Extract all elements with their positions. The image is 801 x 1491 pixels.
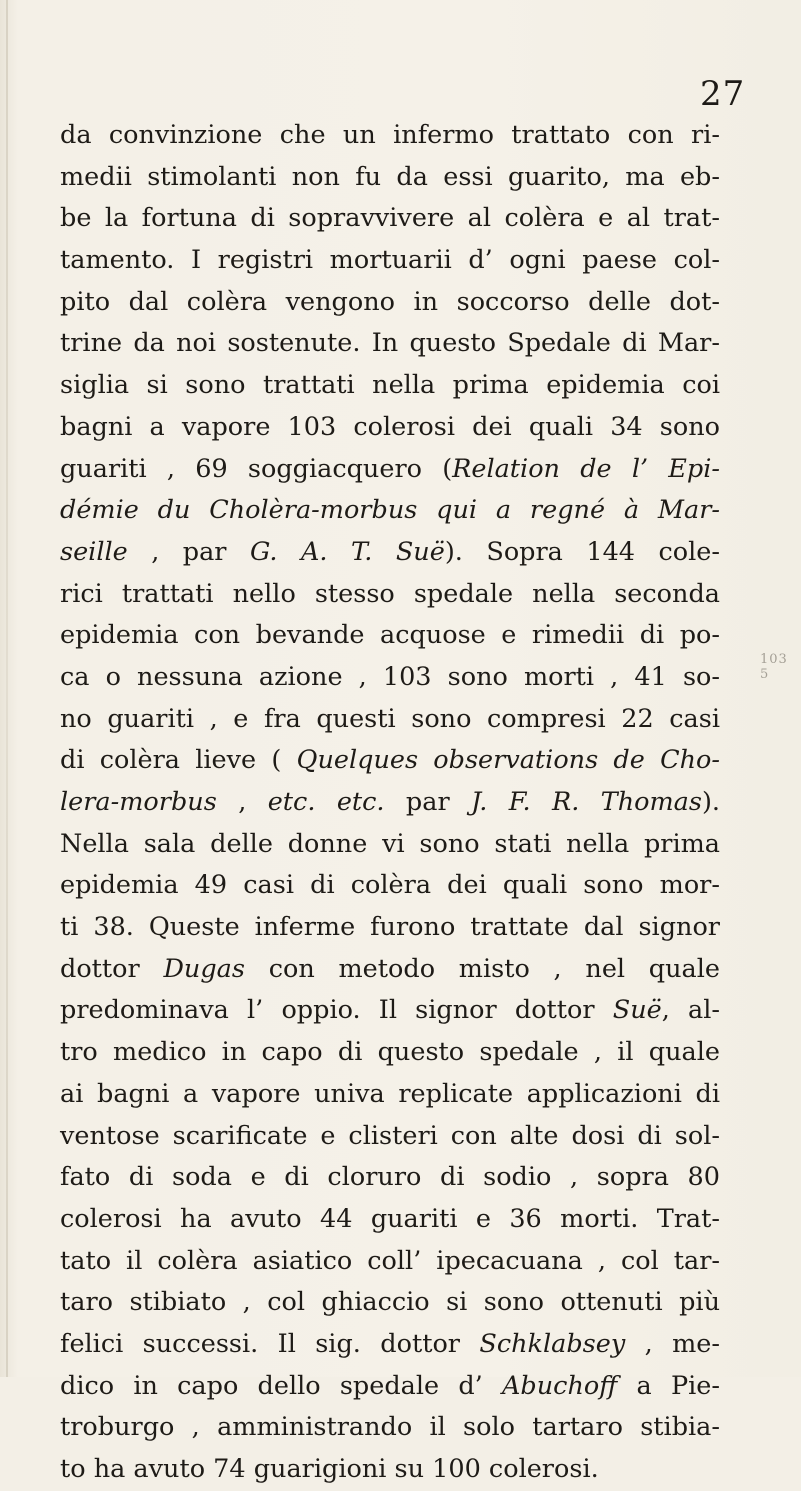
italic-author: J. F. R. Thomas xyxy=(471,787,702,817)
text-line xyxy=(60,157,720,199)
body-paragraph xyxy=(60,115,720,1491)
text-run: epidemia 49 casi di colèra dei quali sono mor- xyxy=(60,870,720,901)
italic-author: Suë xyxy=(612,995,662,1026)
text-line xyxy=(60,949,720,991)
text-line xyxy=(60,490,720,532)
text-line xyxy=(60,115,720,157)
text-run: guariti , 69 soggiacquero ( xyxy=(60,453,453,484)
italic-citation: lera-morbus xyxy=(60,787,217,817)
text-line xyxy=(60,990,720,1032)
text-line xyxy=(60,407,720,449)
italic-citation: seille xyxy=(60,536,128,567)
text-line xyxy=(60,198,720,240)
text-run: medii stimolanti non fu da essi guarito, ma eb- xyxy=(60,161,720,192)
text-line-last xyxy=(60,1449,720,1491)
text-line xyxy=(60,782,720,824)
text-line xyxy=(60,824,720,866)
italic-citation: etc. etc. xyxy=(267,787,385,817)
text-run: troburgo , amministrando il solo tartaro stibia- xyxy=(60,1412,720,1443)
text-run: no guariti , e fra questi sono compresi 22 casi xyxy=(60,703,720,734)
text-line xyxy=(60,657,720,699)
text-run: ti 38. Queste inferme furono trattate dal signor xyxy=(60,912,720,943)
text-line xyxy=(60,1241,720,1283)
text-line xyxy=(60,865,720,907)
text-line xyxy=(60,1199,720,1241)
text-line xyxy=(60,1032,720,1074)
text-run: da convinzione che un infermo trattato con ri- xyxy=(60,120,720,150)
text-line xyxy=(60,907,720,949)
text-run: rici trattati nello stesso spedale nella seconda xyxy=(60,578,720,609)
text-line xyxy=(60,1407,720,1449)
text-run: trine da noi sostenute. In questo Spedale di Mar- xyxy=(60,328,720,359)
italic-citation: Relation de l’ Epi- xyxy=(452,453,721,484)
italic-citation: démie du Cholèra-morbus qui a regné à Mar- xyxy=(60,495,720,526)
text-run: pito dal colèra vengono in soccorso delle dot- xyxy=(60,286,720,317)
text-line xyxy=(60,1116,720,1158)
italic-author: G. A. T. Suë xyxy=(249,536,445,567)
text-line xyxy=(60,740,720,782)
text-run: ca o nessuna azione , 103 sono morti , 41 so- xyxy=(60,661,720,692)
margin-pencil-note: 103 5 xyxy=(760,652,788,682)
text-run: ventose scarificate e clisteri con alte dosi di sol- xyxy=(60,1120,720,1151)
text-run: , par xyxy=(127,536,250,567)
text-run: siglia si sono trattati nella prima epidemia coi xyxy=(60,370,720,401)
text-run: par xyxy=(384,787,472,817)
text-run: be la fortuna di sopravvivere al colèra e al trat- xyxy=(60,203,720,234)
text-line xyxy=(60,1282,720,1324)
text-line xyxy=(60,365,720,407)
text-line xyxy=(60,532,720,574)
text-run: fato di soda e di cloruro di sodio , sopra 80 xyxy=(60,1162,720,1193)
text-line xyxy=(60,449,720,491)
text-run: epidemia con bevande acquose e rimedii di po- xyxy=(60,620,720,651)
text-run: , al- xyxy=(661,995,720,1026)
text-run: ai bagni a vapore univa replicate applicazioni di xyxy=(60,1078,720,1109)
page-gutter-shadow xyxy=(6,0,8,1377)
text-line xyxy=(60,282,720,324)
text-run: , xyxy=(216,787,268,817)
italic-citation: Quelques observations de Cho- xyxy=(296,745,720,776)
text-line xyxy=(60,699,720,741)
italic-place: Abuchoff xyxy=(502,1370,618,1401)
text-run: dottor xyxy=(60,953,164,984)
text-run: di colèra lieve ( xyxy=(60,745,297,776)
text-line xyxy=(60,323,720,365)
text-line xyxy=(60,574,720,616)
text-line xyxy=(60,1074,720,1116)
page-number: 27 xyxy=(700,74,746,114)
text-run: con metodo misto , nel quale xyxy=(244,953,721,984)
text-line xyxy=(60,1366,720,1408)
text-line xyxy=(60,615,720,657)
text-run: a Pie- xyxy=(617,1370,720,1401)
text-run: tato il colèra asiatico coll’ ipecacuana , col tar- xyxy=(60,1245,720,1276)
text-run: ). xyxy=(701,787,720,817)
text-line xyxy=(60,1324,720,1366)
text-run: to ha avuto 74 guarigioni su 100 colerosi. xyxy=(60,1454,599,1484)
italic-author: Dugas xyxy=(163,953,245,984)
text-run: felici successi. Il sig. dottor xyxy=(60,1328,480,1359)
text-run: predominava l’ oppio. Il signor dottor xyxy=(60,995,613,1026)
text-run: , me- xyxy=(625,1328,720,1359)
text-run: taro stibiato , col ghiaccio si sono ottenuti più xyxy=(60,1287,720,1318)
italic-author: Schklabsey xyxy=(479,1328,626,1359)
text-run: dico in capo dello spedale d’ xyxy=(60,1370,503,1401)
text-run: ). Sopra 144 cole- xyxy=(444,536,720,567)
text-run: tamento. I registri mortuarii d’ ogni paese col- xyxy=(60,245,720,276)
text-line xyxy=(60,240,720,282)
text-run: colerosi ha avuto 44 guariti e 36 morti. Trat- xyxy=(60,1203,720,1234)
text-run: tro medico in capo di questo spedale , il quale xyxy=(60,1037,720,1068)
text-run: Nella sala delle donne vi sono stati nella prima xyxy=(60,828,720,859)
text-line xyxy=(60,1157,720,1199)
text-run: bagni a vapore 103 colerosi dei quali 34 sono xyxy=(60,411,720,442)
